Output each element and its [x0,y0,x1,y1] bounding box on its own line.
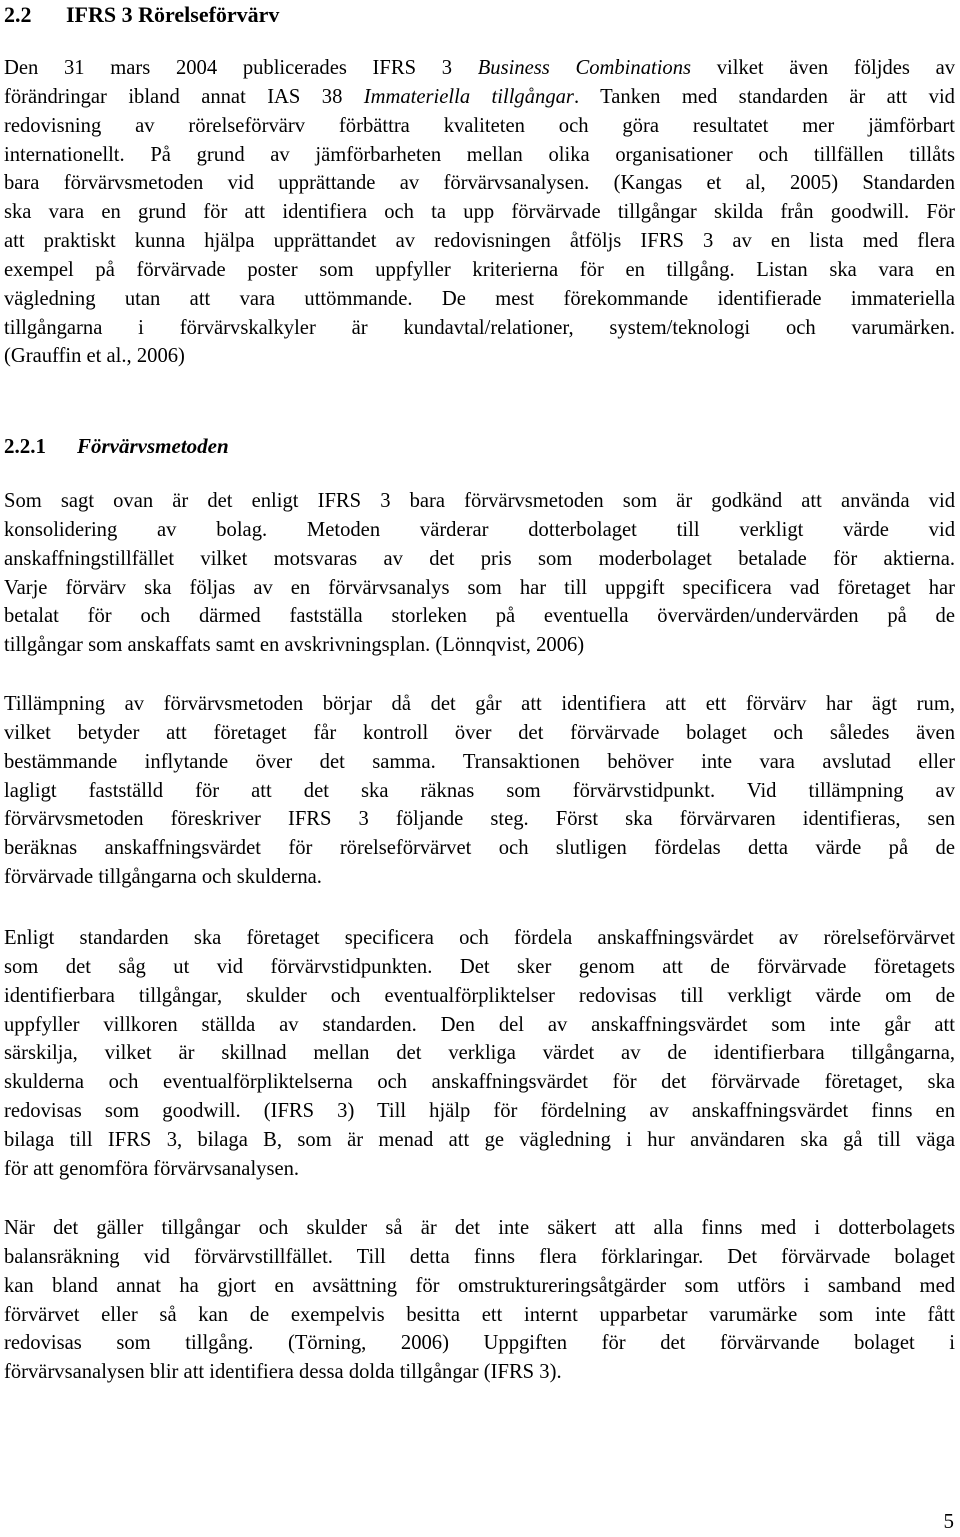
paragraph-application [4,690,955,892]
text-line: förvärvsanalysen blir att identifiera dessa dolda tillgångar (IFRS 3). [4,1361,562,1384]
text-line: Tillämpning av förvärvsmetoden börjar då det går att identifiera att ett förvärv har ägt rum, [4,693,955,715]
text-line: Varje förvärv ska följas av en förvärvsanalys som har till uppgift specificera vad företaget har [4,576,955,599]
text-line: betalat för och därmed fastställa storleken på eventuella övervärden/undervärden på de [4,605,955,628]
paragraph-hidden-assets [4,1214,955,1387]
page-number: 5 [943,1509,954,1533]
text-line: för att genomföra förvärvsanalysen. [4,1157,300,1180]
subsection-number: 2.2.1 [4,434,46,458]
subsection-title: Förvärvsmetoden [77,434,229,458]
text-line: identifierbara tillgångar, skulder och eventualförpliktelser redovisas till verkligt värde om de [4,984,955,1007]
text-line: förvärvsmetoden föreskriver IFRS 3 följande steg. Först ska förvärvaren identifieras, sen [4,808,955,831]
text-line: ska vara en grund för att identifiera och ta upp förvärvade tillgångar skilda från goodwill. För [4,201,955,224]
text-line: balansräkning vid förvärvstillfället. Till detta finns flera förklaringar. Det förvärvade bolaget [4,1245,955,1268]
text-line: förvärvade tillgångarna och skulderna. [4,866,322,889]
text-line: redovisning av rörelseförvärv förbättra kvaliteten och göra resultatet mer jämförbart [4,114,955,137]
text-line: vägledning utan att vara uttömmande. De mest förekommande identifierade immateriella [4,287,955,310]
text-line: som det såg ut vid förvärvstidpunkten. Det sker genom att de förvärvade företagets [4,955,955,978]
italic-title: Immateriella tillgångar [363,85,574,108]
text-line: Som sagt ovan är det enligt IFRS 3 bara förvärvsmetoden som är godkänd att använda vid [4,490,955,512]
italic-title: Business Combinations [477,57,692,79]
text-line: uppfyller villkoren ställda av standarden. Den del av anskaffningsvärdet som inte går att [4,1013,955,1036]
text-line: exempel på förvärvade poster som uppfyller kriterierna för en tillgång. Listan ska vara en [4,258,955,281]
text-line: redovisas som tillgång. (Törning, 2006) Uppgiften för det förvärvande bolaget i [4,1332,955,1355]
text-line: vilket betyder att företaget får kontroll över det förvärvade bolaget och således även [4,721,955,744]
text-line: redovisas som goodwill. (IFRS 3) Till hjälp för fördelning av anskaffningsvärdet finns en [4,1100,955,1123]
text-line: konsolidering av bolag. Metoden värderar dotterbolaget till verkligt värde vid [4,518,955,541]
text-line: internationellt. På grund av jämförbarheten mellan olika organisationer och tillfällen tillåts [4,143,955,166]
text-line: förvärvet eller så kan de exempelvis besitta ett internt upparbetar varumärke som inte fått [4,1303,955,1326]
text-line: att praktiskt kunna hjälpa upprättandet av redovisningen åtföljs IFRS 3 av en lista med flera [4,230,955,253]
section-number: 2.2 [4,2,32,27]
text-line: särskilja, vilket är skillnad mellan det verkliga värdet av de identifierbara tillgångarna, [4,1042,955,1065]
text-line: bestämmande inflytande över det samma. Transaktionen behöver inte vara avslutad eller [4,750,955,773]
text-line: beräknas anskaffningsvärdet för rörelseförvärvet och slutligen fördelas detta värde på de [4,837,955,860]
text-line: (Grauffin et al., 2006) [4,345,185,368]
section-heading [4,2,279,28]
text-line: kan bland annat ha gjort en avsättning för omstruktureringsåtgärder som utförs i samband med [4,1274,955,1297]
text-line: förändringar ibland annat IAS 38 Immateriella tillgångar. Tanken med standarden är att vid [4,85,955,108]
text-line: tillgångarna i förvärvskalkyler är kundavtal/relationer, system/teknologi och varumärken. [4,316,955,339]
subsection-heading [4,433,229,459]
text-line: bara förvärvsmetoden vid upprättande av förvärvsanalysen. (Kangas et al, 2005) Standarden [4,172,955,195]
text-line: lagligt fastställd för att det ska räknas som förvärvstidpunkt. Vid tillämpning av [4,779,955,802]
text-line: tillgångar som anskaffats samt en avskrivningsplan. (Lönnqvist, 2006) [4,634,585,657]
paragraph-acquisition-method [4,487,955,660]
paragraph-ifrs3-intro [4,54,955,371]
text-line: När det gäller tillgångar och skulder så är det inte säkert att alla finns med i dotterbolagets [4,1217,955,1239]
paragraph-standard-allocation [4,924,955,1184]
text-line: Den 31 mars 2004 publicerades IFRS 3 Business Combinations vilket även följdes av [4,57,956,79]
text-line: bilaga till IFRS 3, bilaga B, som är menad att ge vägledning i hur användaren ska gå till väga [4,1128,955,1151]
section-title: IFRS 3 Rörelseförvärv [66,2,280,27]
text-line: anskaffningstillfället vilket motsvaras av det pris som moderbolaget betalade för aktierna. [4,547,955,570]
text-line: Enligt standarden ska företaget specificera och fördela anskaffningsvärdet av rörelseförvärvet [4,927,955,949]
text-line: skulderna och eventualförpliktelserna och anskaffningsvärdet för det förvärvade företaget, ska [4,1071,955,1094]
